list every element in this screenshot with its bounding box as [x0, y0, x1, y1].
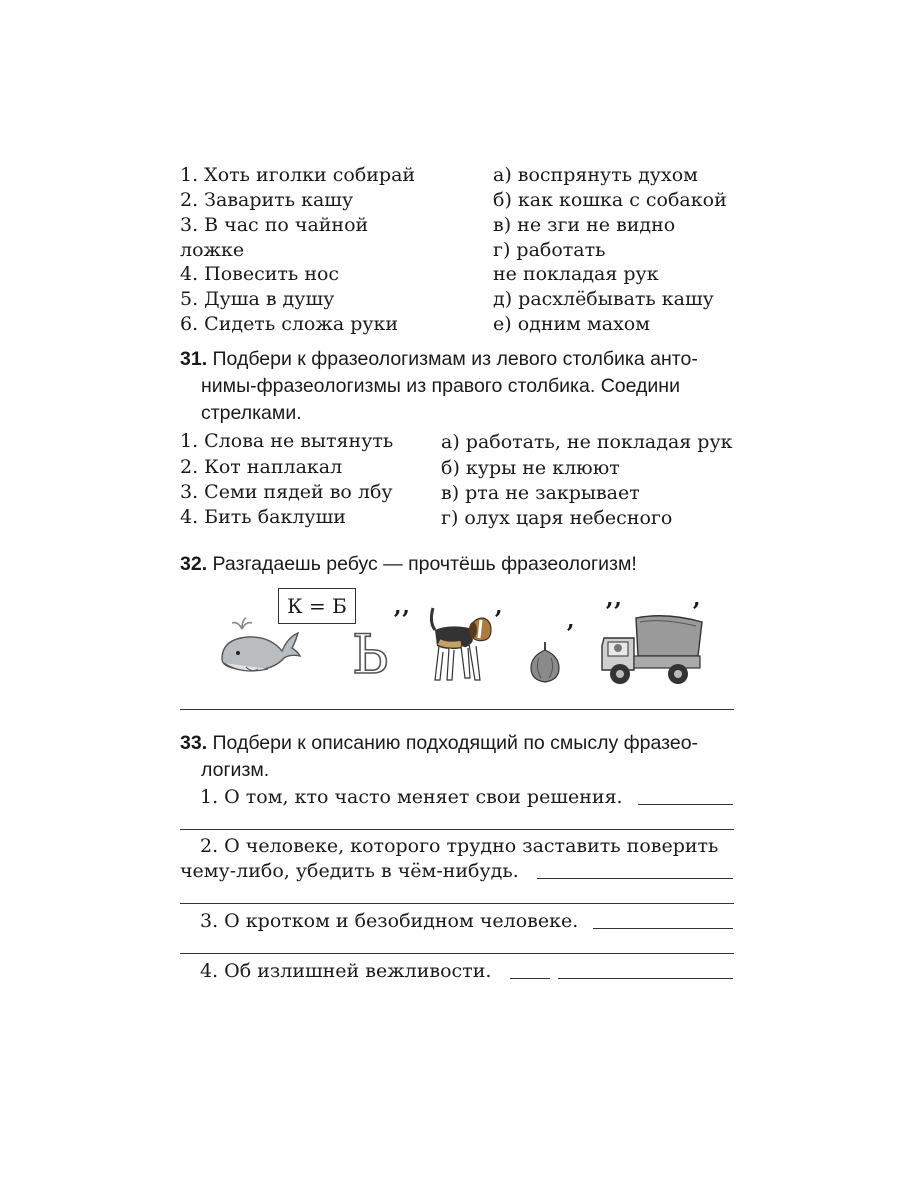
list-item: 2. Заварить кашу [180, 189, 354, 211]
rebus-comma: ’ [566, 619, 575, 648]
answer-line[interactable] [558, 978, 733, 979]
task-32-instructions [180, 551, 740, 578]
answer-line[interactable] [510, 978, 550, 979]
task-text: Подбери к фразеологизмам из левого столбика анто- [212, 348, 698, 370]
list-item: 1. Хоть иголки собирай [180, 164, 416, 186]
list-item: ложке [180, 239, 245, 261]
rebus-comma: ’ [692, 597, 701, 626]
answer-line[interactable] [638, 804, 733, 805]
list-item: б) как кошка с собакой [493, 189, 727, 211]
answer-line[interactable] [180, 903, 734, 904]
task-number: 32. [180, 553, 208, 575]
task-text: Подбери к описанию подходящий по смыслу фразео- [212, 732, 699, 754]
list-item: б) куры не клюют [441, 457, 620, 479]
task-31-instructions [180, 346, 740, 427]
list-item: не покладая рук [493, 263, 659, 285]
list-item: 3. В час по чайной [180, 214, 369, 236]
list-item: 3. Семи пядей во лбу [180, 481, 393, 503]
answer-line[interactable] [593, 928, 733, 929]
task-number: 33. [180, 732, 208, 754]
whale-icon [216, 615, 302, 681]
list-item: а) воспрянуть духом [493, 164, 698, 186]
list-item: в) рта не закрывает [441, 482, 640, 504]
task-text: Разгадаешь ребус — прочтёшь фразеологизм! [212, 553, 637, 575]
list-item: 1. Слова не вытянуть [180, 430, 394, 452]
answer-line[interactable] [537, 878, 733, 879]
dump-truck-icon [598, 612, 706, 688]
list-item: а) работать, не покладая рук [441, 431, 733, 453]
description-item: 2. О человеке, которого трудно заставить поверить [200, 835, 719, 857]
task-text: нимы-фразеологизмы из правого столбика. Соедини [201, 375, 680, 397]
list-item: г) олух царя небесного [441, 507, 673, 529]
rebus-comma: ’’ [605, 597, 622, 626]
list-item: в) не зги не видно [493, 214, 676, 236]
description-item: 3. О кротком и безобидном человеке. [200, 910, 579, 932]
rebus-comma: ’’ [393, 605, 410, 634]
onion-icon [527, 640, 563, 684]
answer-line[interactable] [180, 709, 734, 710]
rebus-equation-box: К = Б [278, 588, 356, 624]
task-33-instructions [180, 730, 740, 784]
list-item: е) одним махом [493, 313, 651, 335]
task-text: стрелками. [201, 402, 302, 424]
list-item: 6. Сидеть сложа руки [180, 313, 399, 335]
list-item: д) расхлёбывать кашу [493, 288, 714, 310]
answer-line[interactable] [180, 829, 734, 830]
rebus-comma: ’ [494, 605, 503, 634]
list-item: 4. Повесить нос [180, 263, 340, 285]
description-item: 1. О том, кто часто меняет свои решения. [200, 786, 623, 808]
list-item: 5. Душа в душу [180, 288, 335, 310]
list-item: 2. Кот наплакал [180, 456, 343, 478]
task-text: логизм. [201, 759, 270, 781]
list-item: г) работать [493, 239, 606, 261]
dog-icon [425, 600, 495, 688]
list-item: 4. Бить баклуши [180, 506, 346, 528]
soft-sign-letter: Ь [352, 623, 389, 686]
description-item: 4. Об излишней вежливости. [200, 960, 492, 982]
task-number: 31. [180, 348, 208, 370]
answer-line[interactable] [180, 953, 734, 954]
description-item: чему-либо, убедить в чём-нибудь. [180, 860, 519, 882]
